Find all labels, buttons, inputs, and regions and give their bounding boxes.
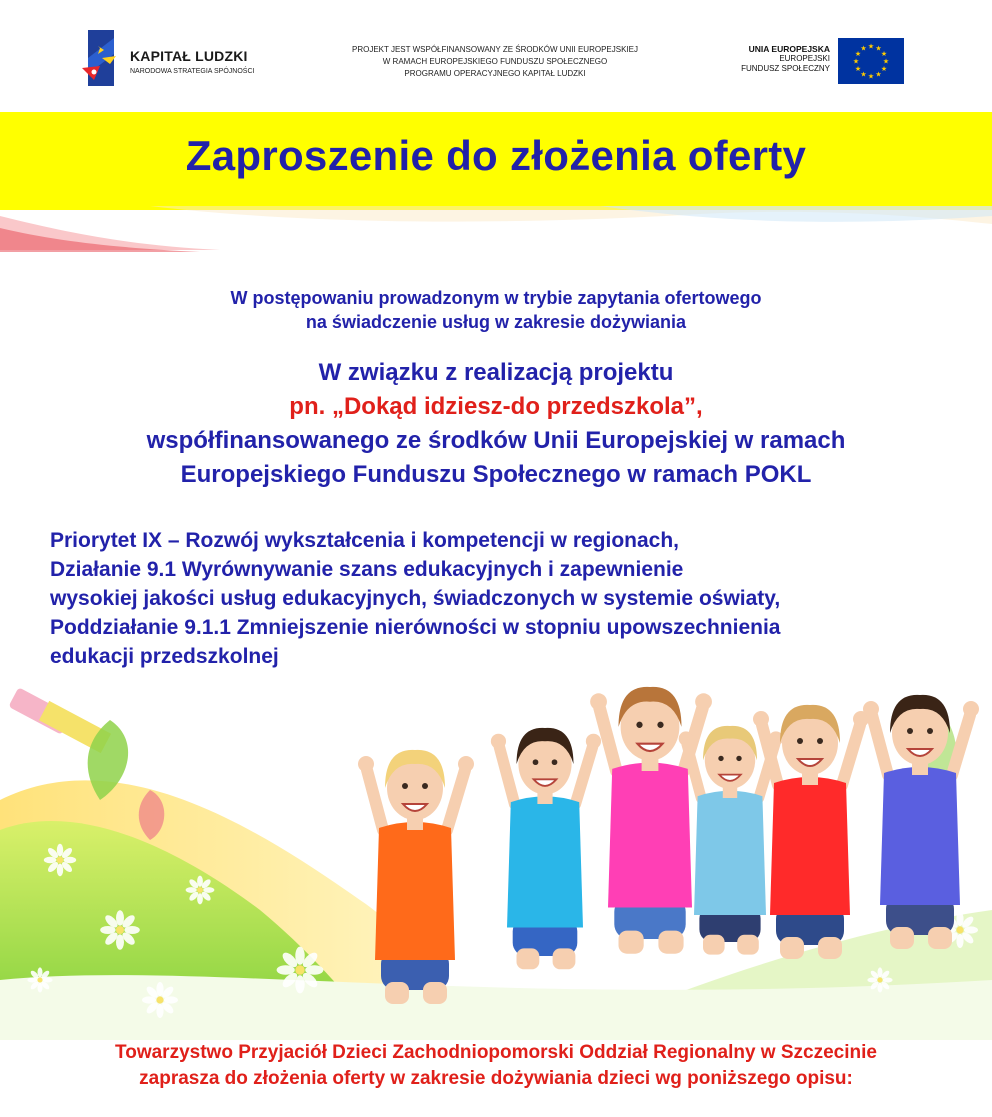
flower (867, 967, 892, 992)
jumping-children-illustration (0, 680, 992, 1040)
footer-line: zaprasza do złożenia oferty w zakresie dożywiania dzieci wg poniższego opisu: (139, 1068, 853, 1089)
page-title: Zaproszenie do złożenia oferty (185, 132, 807, 179)
eu-fund-line: EUROPEJSKI (779, 54, 830, 63)
kapital-ludzki-title: KAPITAŁ LUDZKI (130, 48, 248, 64)
cofinancing-line: W RAMACH EUROPEJSKIEGO FUNDUSZU SPOŁECZNEGO (382, 57, 608, 66)
priority-line: Poddziałanie 9.1.1 Zmniejszenie nierówności w stopniu upowszechnienia (50, 616, 781, 639)
kapital-ludzki-emblem-icon (80, 28, 122, 88)
cofinancing-line: PROGRAMU OPERACYJNEGO KAPITAŁ LUDZKI (404, 69, 586, 78)
page-header (0, 0, 992, 112)
eu-fund-line: FUNDUSZ SPOŁECZNY (741, 64, 830, 73)
kapital-ludzki-logo (80, 28, 280, 88)
project-line: Europejskiego Funduszu Społecznego w ramach POKL (180, 461, 812, 488)
child-figure (863, 695, 979, 949)
child-figure (590, 687, 712, 954)
flower (44, 844, 76, 876)
invitation-footer (0, 1040, 992, 1092)
flower (277, 947, 324, 994)
child-figure (491, 728, 601, 969)
priority-line: Działanie 9.1 Wyrównywanie szans edukacyjnych i zapewnienie (50, 558, 684, 581)
intro-text (0, 286, 992, 334)
eu-star: ★ (854, 51, 862, 58)
kapital-ludzki-subtitle: NARODOWA STRATEGIA SPÓJNOŚCI (130, 68, 255, 75)
priority-line: wysokiej jakości usług edukacyjnych, świadczonych w systemie oświaty, (50, 587, 781, 610)
eu-star: ★ (867, 43, 875, 51)
title-band (0, 112, 992, 210)
eu-star: ★ (882, 58, 890, 66)
flower (142, 982, 178, 1018)
eu-star: ★ (867, 73, 875, 81)
eu-star: ★ (860, 45, 867, 53)
project-line: współfinansowanego ze środków Unii Europejskiej w ramach (146, 427, 846, 454)
eu-flag-icon (838, 38, 904, 84)
eu-star: ★ (854, 66, 862, 73)
child-figure (753, 705, 869, 959)
project-line: W związku z realizacją projektu (318, 359, 674, 386)
intro-line: W postępowaniu prowadzonym w trybie zapytania ofertowego (230, 288, 762, 308)
eu-star: ★ (860, 71, 867, 79)
flower (100, 910, 140, 950)
eu-name: UNIA EUROPEJSKA (748, 44, 830, 54)
eu-star: ★ (852, 58, 860, 66)
flower (186, 876, 215, 905)
cofinancing-line: PROJEKT JEST WSPÓŁFINANSOWANY ZE ŚRODKÓW UNII EUROPEJSKIEJ (352, 45, 638, 54)
cofinancing-notice (310, 44, 680, 80)
eu-logo-text (680, 44, 830, 74)
priority-line: edukacji przedszkolnej (50, 645, 279, 668)
project-info (0, 356, 992, 492)
decorative-swoosh (0, 206, 992, 256)
intro-line: na świadczenie usług w zakresie dożywiania (305, 312, 687, 332)
eu-star: ★ (880, 66, 888, 73)
eu-star: ★ (875, 45, 882, 53)
priority-details (50, 526, 970, 671)
priority-line: Priorytet IX – Rozwój wykształcenia i kompetencji w regionach, (50, 529, 680, 552)
project-name: pn. „Dokąd idziesz-do przedszkola”, (289, 393, 703, 420)
eu-star: ★ (875, 71, 882, 79)
footer-line: Towarzystwo Przyjaciół Dzieci Zachodniopomorski Oddział Regionalny w Szczecinie (115, 1042, 877, 1063)
flower (27, 967, 52, 992)
eu-star: ★ (880, 51, 888, 58)
